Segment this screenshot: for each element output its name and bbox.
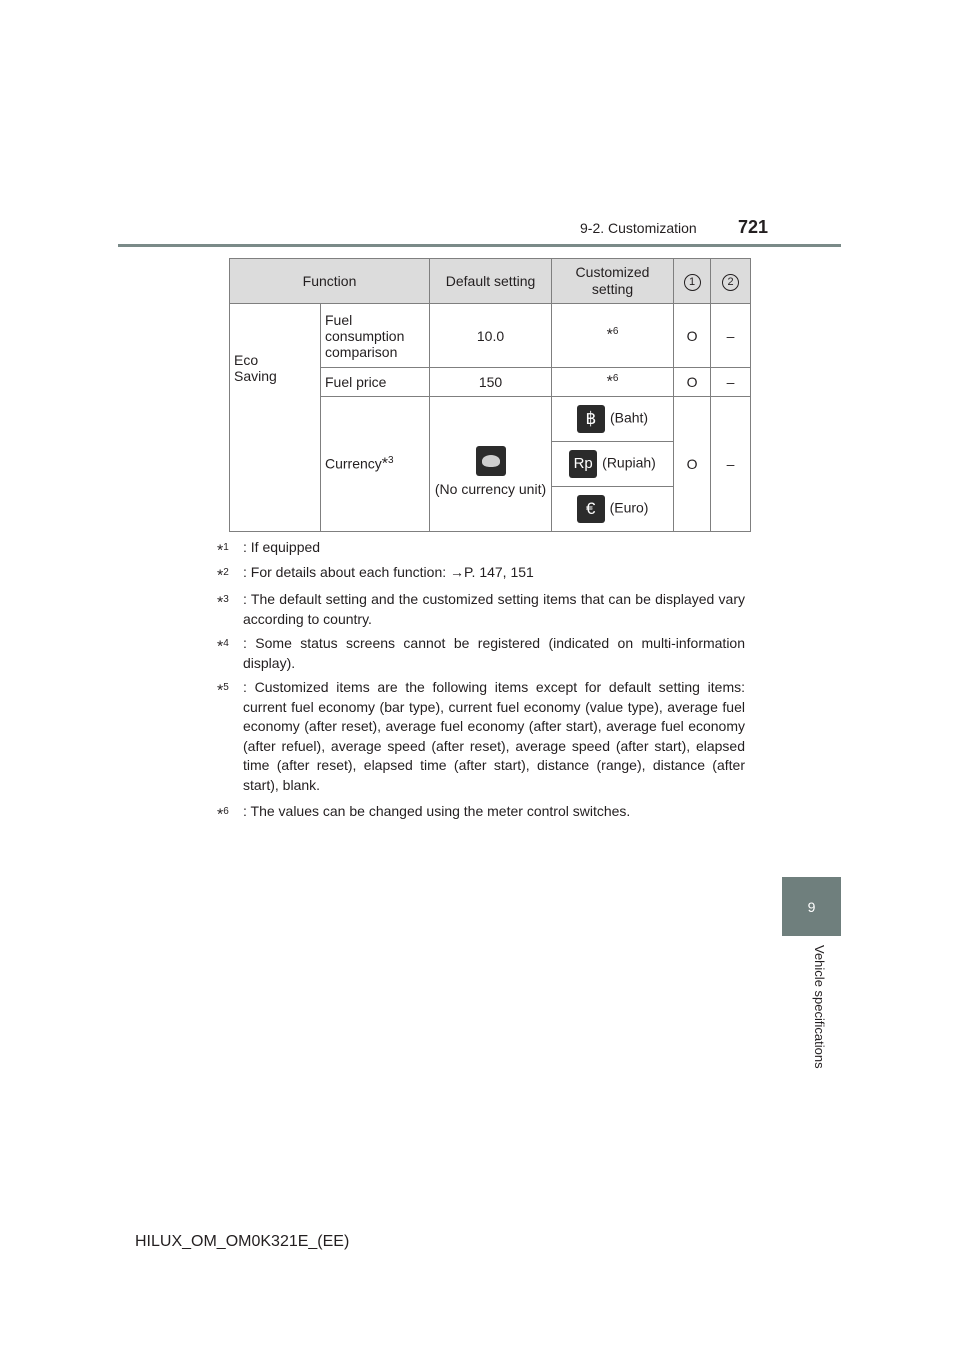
col-1-cell: O — [674, 397, 711, 532]
no-currency-label: (No currency unit) — [434, 480, 547, 497]
header-default-setting: Default setting — [430, 259, 552, 304]
circled-number-1: 1 — [684, 274, 701, 291]
footnote: *$^2$ : For details about each function: →P. 147, 151 — [217, 564, 534, 585]
table-row — [230, 304, 751, 368]
col-1-cell: O — [674, 368, 711, 397]
table-header-row — [230, 259, 751, 304]
function-cell: Fuel price — [321, 368, 430, 397]
header-rule — [118, 244, 841, 247]
currency-option: Rp (Rupiah) — [552, 442, 674, 487]
default-cell: 150 — [430, 368, 552, 397]
header-function: Function — [230, 259, 430, 304]
footnote: *$^4$ : Some status screens cannot be registered (indicated on multi-information display). — [217, 635, 745, 671]
footnote: *$^6$ : The values can be changed using the meter control switches. — [217, 803, 631, 824]
function-cell-currency: Currency*$^3$ — [321, 397, 430, 532]
header-customized-setting: Customized setting — [552, 259, 674, 304]
customized-cell: *$^6$ — [552, 304, 674, 368]
page-number: 721 — [738, 217, 769, 237]
currency-option: € (Euro) — [552, 487, 674, 532]
no-currency-icon — [476, 446, 506, 476]
group-cell — [230, 304, 321, 532]
chapter-title: Vehicle specifications — [812, 945, 827, 1069]
col-2-cell: – — [711, 397, 751, 532]
footnote: *$^5$ : Customized items are the following items except for default setting items: current fuel economy (bar type), current fuel economy (value type), average fuel economy (after reset), average fuel economy (after start), average fuel economy (after refuel), average speed (after reset), average speed (after start), elapsed time (after reset), elapsed time (after start), distance (range), distance (after start), blank. — [217, 679, 745, 793]
baht-icon: ฿ — [577, 405, 605, 433]
default-cell: 10.0 — [430, 304, 552, 368]
col-1-cell: O — [674, 304, 711, 368]
col-2-cell: – — [711, 368, 751, 397]
section-title: 9-2. Customization — [580, 220, 697, 236]
currency-option: ฿ (Baht) — [552, 397, 674, 442]
header-col-1 — [674, 259, 711, 304]
footnote: *$^1$ : If equipped — [217, 539, 321, 560]
chapter-tab[interactable]: 9 — [782, 877, 841, 936]
footnote: *$^3$ : The default setting and the customized setting items that can be displayed vary according to country. — [217, 591, 745, 627]
function-cell: Fuel consumption comparison — [321, 304, 430, 368]
euro-icon: € — [577, 495, 605, 523]
customization-table — [229, 258, 751, 532]
customized-cell: *$^6$ — [552, 368, 674, 397]
footer-code: HILUX_OM_OM0K321E_(EE) — [135, 1233, 350, 1250]
default-cell-currency — [430, 397, 552, 532]
col-2-cell: – — [711, 304, 751, 368]
rupiah-icon: Rp — [569, 450, 597, 478]
header-col-2 — [711, 259, 751, 304]
circled-number-2: 2 — [722, 274, 739, 291]
group-label: Eco Saving — [234, 351, 277, 384]
